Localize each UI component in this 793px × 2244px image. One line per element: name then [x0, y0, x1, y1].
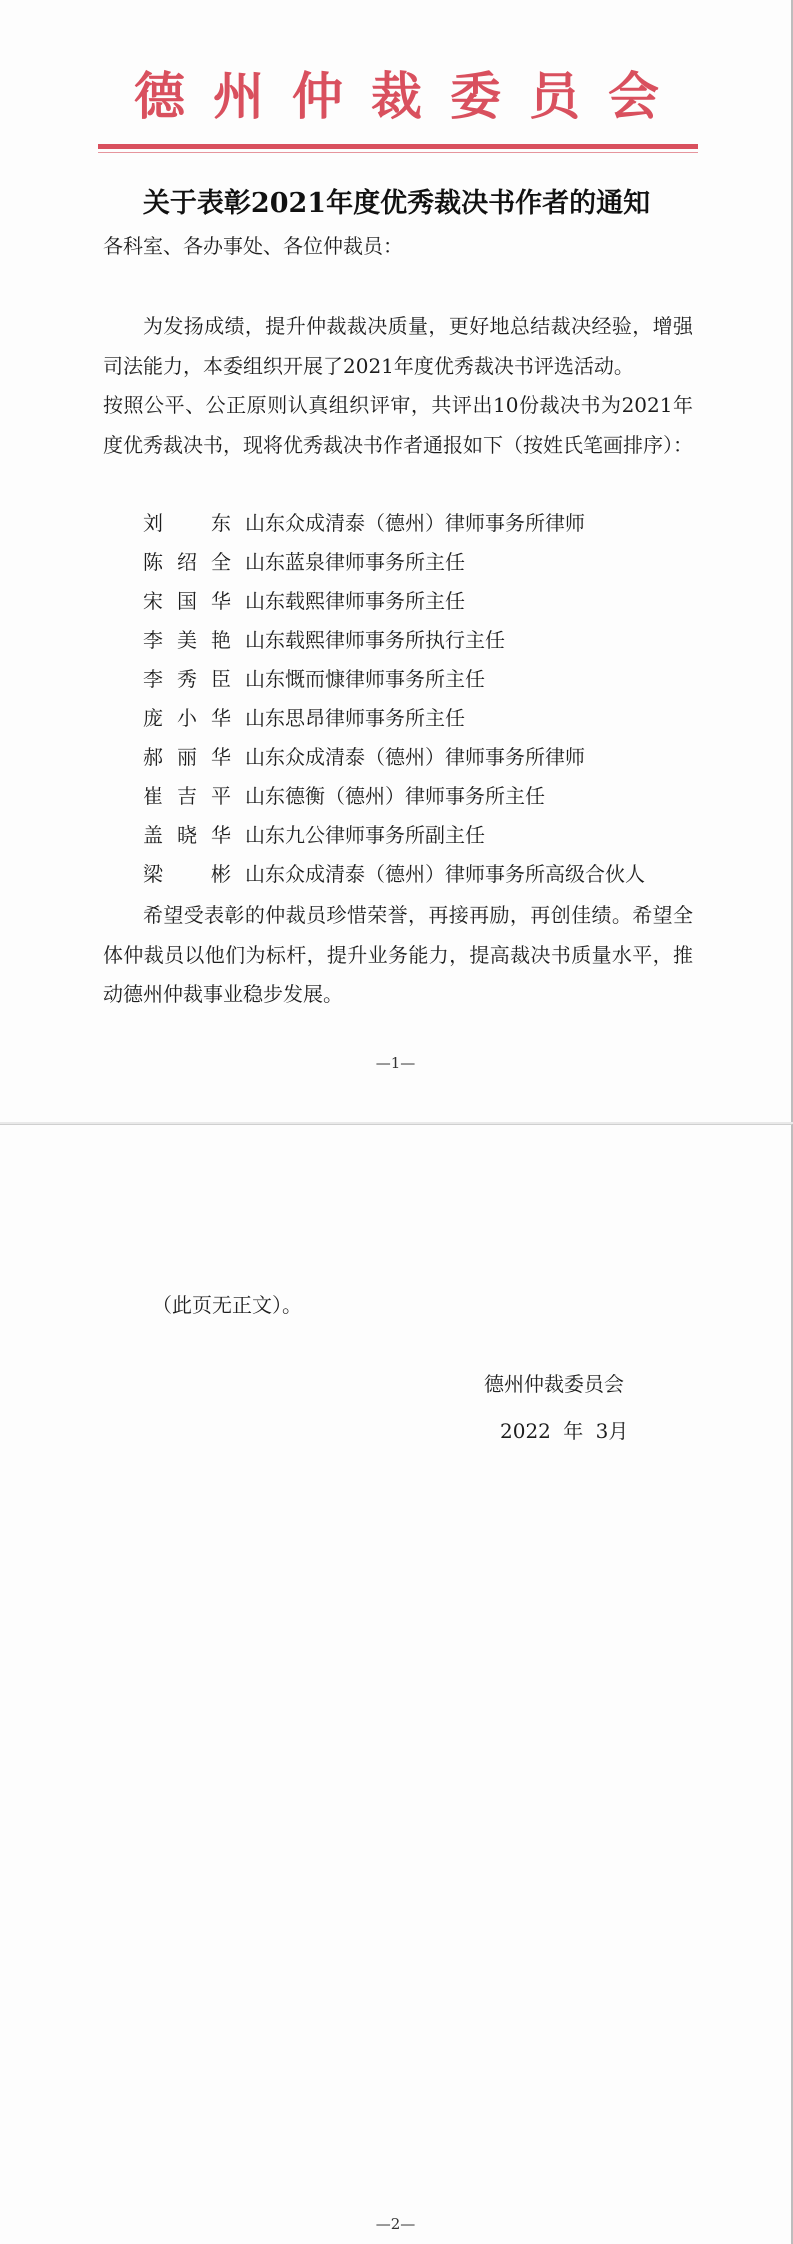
awardee-list	[143, 504, 703, 894]
list-item	[143, 504, 703, 543]
awardee-name: 刘 东	[143, 511, 231, 535]
awardee-firm: 山东慨而慷律师事务所主任	[245, 667, 485, 691]
list-item	[143, 816, 703, 855]
paragraph-closing: 希望受表彰的仲裁员珍惜荣誉，再接再励，再创佳绩。希望全体仲裁员以他们为标杆，提升业务能力，提高裁决书质量水平，推动德州仲裁事业稳步发展。	[103, 903, 693, 1006]
list-item	[143, 738, 703, 777]
awardee-name: 梁 彬	[143, 862, 231, 886]
org-header-title: 德州仲裁委员会	[133, 67, 687, 127]
awardee-name: 李美艳	[143, 628, 231, 652]
red-header-rule	[98, 144, 698, 149]
no-body-note: （此页无正文）。	[152, 1293, 302, 1317]
awardee-name: 宋国华	[143, 589, 231, 613]
list-item	[143, 582, 703, 621]
awardee-firm: 山东九公律师事务所副主任	[245, 823, 485, 847]
awardee-name: 盖晓华	[143, 823, 231, 847]
list-item	[143, 777, 703, 816]
awardee-firm: 山东众成清泰（德州）律师事务所律师	[245, 745, 585, 769]
awardee-name: 陈绍全	[143, 550, 231, 574]
awardee-firm: 山东载熙律师事务所执行主任	[245, 628, 505, 652]
salutation: 各科室、各办事处、各位仲裁员：	[103, 234, 403, 258]
list-item	[143, 543, 703, 582]
awardee-firm: 山东众成清泰（德州）律师事务所律师	[245, 511, 585, 535]
list-item	[143, 660, 703, 699]
awardee-firm: 山东众成清泰（德州）律师事务所高级合伙人	[245, 862, 645, 886]
awardee-name: 崔吉平	[143, 784, 231, 808]
awardee-firm: 山东载熙律师事务所主任	[245, 589, 465, 613]
red-header-rule-thin	[98, 152, 698, 153]
awardee-name: 庞小华	[143, 706, 231, 730]
page-2	[0, 1124, 793, 2244]
awardee-firm: 山东德衡（德州）律师事务所主任	[245, 784, 545, 808]
page-number: —2—	[375, 2215, 416, 2233]
notice-title: 关于表彰2021年度优秀裁决书作者的通知	[142, 188, 651, 219]
list-item	[143, 621, 703, 660]
awardee-firm: 山东蓝泉律师事务所主任	[245, 550, 465, 574]
awardee-name: 郝丽华	[143, 745, 231, 769]
paragraph-selection: 按照公平、公正原则认真组织评审，共评出10份裁决书为2021年度优秀裁决书，现将优秀裁决书作者通报如下（按姓氏笔画排序）：	[103, 393, 693, 457]
list-item	[143, 855, 703, 894]
list-item	[143, 699, 703, 738]
paragraph-intro: 为发扬成绩，提升仲裁裁决质量，更好地总结裁决经验，增强司法能力，本委组织开展了2021年度优秀裁决书评选活动。	[103, 314, 693, 378]
awardee-firm: 山东思昂律师事务所主任	[245, 706, 465, 730]
signature-date: 2022 年 3月	[500, 1419, 629, 1443]
signature-org: 德州仲裁委员会	[484, 1372, 624, 1396]
awardee-name: 李秀臣	[143, 667, 231, 691]
page-number: —1—	[375, 1054, 416, 1072]
